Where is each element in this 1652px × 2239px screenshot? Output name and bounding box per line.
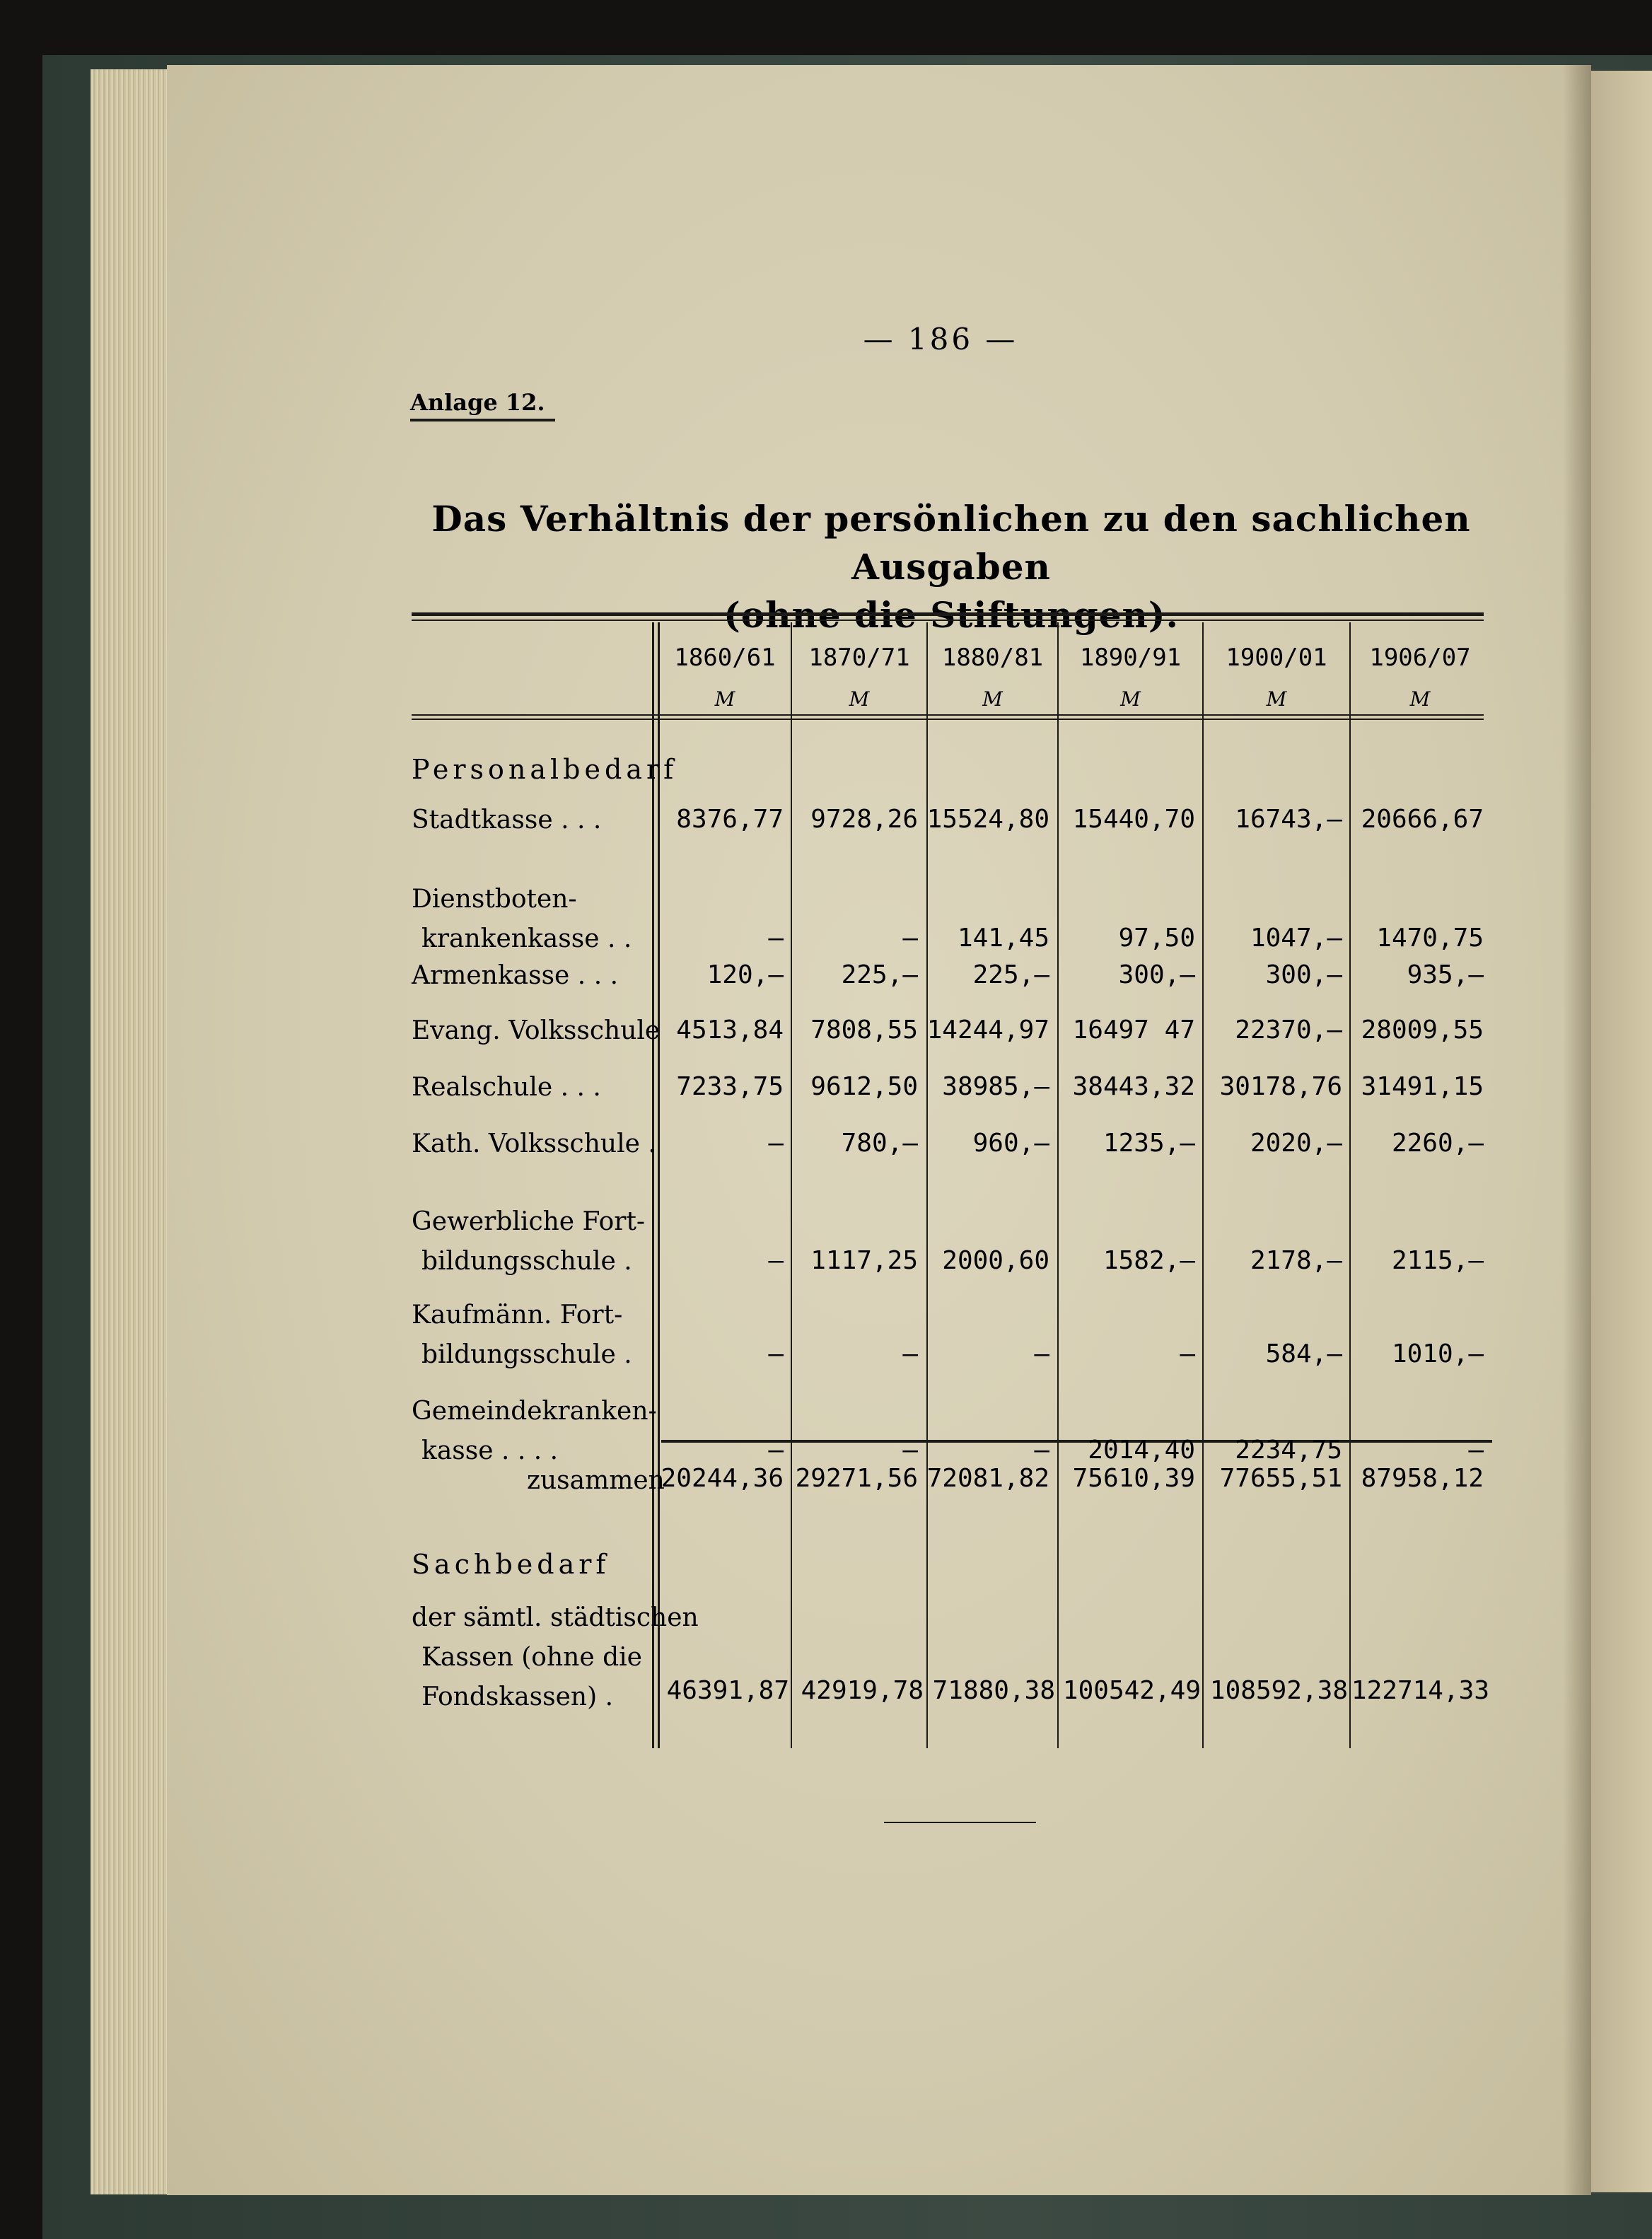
value-cell: 9612,50 — [810, 1072, 918, 1101]
value-cell: — — [1180, 1339, 1195, 1368]
value-cell: 2020,— — [1250, 1129, 1342, 1158]
total-cell: 29271,56 — [795, 1464, 918, 1493]
row-label-line: Kath. Volksschule . — [412, 1129, 656, 1158]
value-cell: 1047,— — [1250, 924, 1342, 953]
value-cell: 300,— — [1118, 960, 1195, 989]
value-cell: — — [768, 1436, 784, 1465]
row-label-line: Realschule . . . — [412, 1073, 601, 1102]
column-line-4 — [1202, 622, 1204, 1748]
value-cell: — — [1034, 1436, 1049, 1465]
value-cell: 2000,60 — [942, 1246, 1049, 1275]
value-cell: 960,— — [972, 1129, 1049, 1158]
page-number: — 186 — — [863, 322, 1018, 356]
material-cell: 122714,33 — [1351, 1676, 1489, 1705]
appendix-label: Anlage 12. — [410, 389, 555, 421]
page-edges — [91, 69, 172, 2194]
column-line-0a — [652, 622, 654, 1748]
total-label-line: zusammen — [527, 1466, 665, 1495]
col-header-1900: 1900/01 — [1226, 644, 1327, 672]
row-label-line: Stadtkasse . . . — [412, 806, 602, 834]
col-header-1880: 1880/81 — [941, 644, 1044, 672]
value-cell: 780,— — [841, 1129, 918, 1158]
row-label-line: bildungsschule . — [421, 1340, 632, 1369]
value-cell: — — [1468, 1436, 1484, 1465]
value-cell: — — [1034, 1339, 1049, 1368]
value-cell: 97,50 — [1118, 924, 1195, 953]
row-label-line: Dienstboten- — [412, 885, 577, 914]
material-cell: 42919,78 — [801, 1676, 924, 1705]
value-cell: 2014,40 — [1088, 1436, 1195, 1465]
value-cell: 2178,— — [1250, 1246, 1342, 1275]
col-header-1890: 1890/91 — [1079, 644, 1182, 672]
value-cell: 20666,67 — [1361, 805, 1484, 834]
value-cell: 30178,76 — [1219, 1072, 1342, 1101]
value-cell: 300,— — [1265, 960, 1342, 989]
material-cell: 46391,87 — [666, 1676, 789, 1705]
material-label-line: der sämtl. städtischen — [412, 1603, 699, 1632]
col-unit-1906: M — [1409, 687, 1431, 711]
row-label-line: Kaufmänn. Fort- — [412, 1301, 623, 1330]
page-gutter-shadow — [1563, 65, 1591, 2195]
subtotal-rule — [661, 1440, 1492, 1443]
row-label-line: kasse . . . . — [421, 1436, 559, 1465]
value-cell: 1470,75 — [1376, 924, 1484, 953]
facing-page-edge — [1591, 71, 1652, 2192]
row-label-line: Armenkasse . . . — [412, 961, 619, 990]
personal-heading: Personalbedarf — [412, 754, 678, 785]
row-label-line: Gewerbliche Fort- — [412, 1207, 646, 1236]
column-line-5 — [1349, 622, 1351, 1748]
material-label-line: Fondskassen) . — [421, 1682, 614, 1711]
value-cell: — — [902, 924, 918, 953]
column-line-3 — [1057, 622, 1059, 1748]
row-label-line: Gemeindekranken- — [412, 1397, 657, 1426]
value-cell: 120,— — [706, 960, 784, 989]
value-cell: 225,— — [841, 960, 918, 989]
material-cell: 100542,49 — [1062, 1676, 1201, 1705]
col-header-1860: 1860/61 — [674, 644, 776, 672]
material-cell: 71880,38 — [932, 1676, 1055, 1705]
value-cell: 7233,75 — [676, 1072, 784, 1101]
value-cell: 8376,77 — [676, 805, 784, 834]
value-cell: 935,— — [1407, 960, 1484, 989]
end-rule — [884, 1822, 1036, 1823]
value-cell: — — [902, 1436, 918, 1465]
value-cell: 2115,— — [1391, 1246, 1484, 1275]
table-title — [410, 495, 1492, 639]
value-cell: — — [768, 1339, 784, 1368]
value-cell: — — [768, 1129, 784, 1158]
value-cell: 22370,— — [1235, 1016, 1342, 1045]
table-top-rule — [412, 612, 1484, 616]
row-label — [412, 801, 601, 840]
row-label — [412, 1124, 656, 1164]
value-cell: 2260,— — [1391, 1129, 1484, 1158]
material-heading: Sachbedarf — [412, 1549, 610, 1580]
value-cell: 15524,80 — [926, 805, 1049, 834]
row-label — [412, 1392, 657, 1471]
row-label — [412, 1011, 660, 1051]
value-cell: 2234,75 — [1235, 1436, 1342, 1465]
value-cell: 225,— — [972, 960, 1049, 989]
col-unit-1880: M — [982, 687, 1003, 711]
material-label-line: Kassen (ohne die — [421, 1643, 642, 1672]
value-cell: 14244,97 — [926, 1016, 1049, 1045]
value-cell: 7808,55 — [810, 1016, 918, 1045]
total-cell: 75610,39 — [1072, 1464, 1195, 1493]
col-header-1906: 1906/07 — [1369, 644, 1471, 672]
value-cell: 28009,55 — [1361, 1016, 1484, 1045]
value-cell: 16743,— — [1235, 805, 1342, 834]
row-label — [412, 1068, 601, 1107]
row-label — [412, 880, 632, 959]
value-cell: 1235,— — [1103, 1129, 1195, 1158]
value-cell: 141,45 — [957, 924, 1049, 953]
material-cell: 108592,38 — [1209, 1676, 1348, 1705]
value-cell: 9728,26 — [810, 805, 918, 834]
col-unit-1870: M — [849, 687, 870, 711]
column-line-0b — [658, 622, 660, 1748]
value-cell: 1582,— — [1103, 1246, 1195, 1275]
material-label — [412, 1598, 699, 1717]
value-cell: 4513,84 — [676, 1016, 784, 1045]
row-label-line: krankenkasse . . — [421, 924, 632, 953]
column-line-1 — [791, 622, 792, 1748]
value-cell: — — [768, 924, 784, 953]
row-label — [412, 1202, 645, 1281]
total-label — [527, 1461, 665, 1501]
row-label-line: Evang. Volksschule — [412, 1016, 661, 1045]
header-rule-2 — [412, 719, 1484, 720]
row-label-line: bildungsschule . — [421, 1247, 632, 1276]
row-label — [412, 956, 618, 996]
total-cell: 72081,82 — [926, 1464, 1049, 1493]
title-line-1: Das Verhältnis der persönlichen zu den sachlichen Ausgaben — [431, 498, 1471, 588]
value-cell: 584,— — [1265, 1339, 1342, 1368]
value-cell: — — [902, 1339, 918, 1368]
col-header-1870: 1870/71 — [808, 644, 910, 672]
value-cell: — — [768, 1246, 784, 1275]
total-cell: 20244,36 — [661, 1464, 784, 1493]
header-rule — [412, 714, 1484, 716]
value-cell: 38443,32 — [1072, 1072, 1195, 1101]
value-cell: 1117,25 — [810, 1246, 918, 1275]
col-unit-1900: M — [1266, 687, 1287, 711]
total-cell: 87958,12 — [1361, 1464, 1484, 1493]
col-unit-1890: M — [1120, 687, 1141, 711]
value-cell: 38985,— — [942, 1072, 1049, 1101]
row-label — [412, 1296, 632, 1375]
value-cell: 31491,15 — [1361, 1072, 1484, 1101]
value-cell: 15440,70 — [1072, 805, 1195, 834]
col-unit-1860: M — [714, 687, 735, 711]
column-line-2 — [926, 622, 928, 1748]
table-top-rule-thin — [412, 620, 1484, 621]
value-cell: 1010,— — [1391, 1339, 1484, 1368]
total-cell: 77655,51 — [1219, 1464, 1342, 1493]
value-cell: 16497 47 — [1072, 1016, 1195, 1045]
